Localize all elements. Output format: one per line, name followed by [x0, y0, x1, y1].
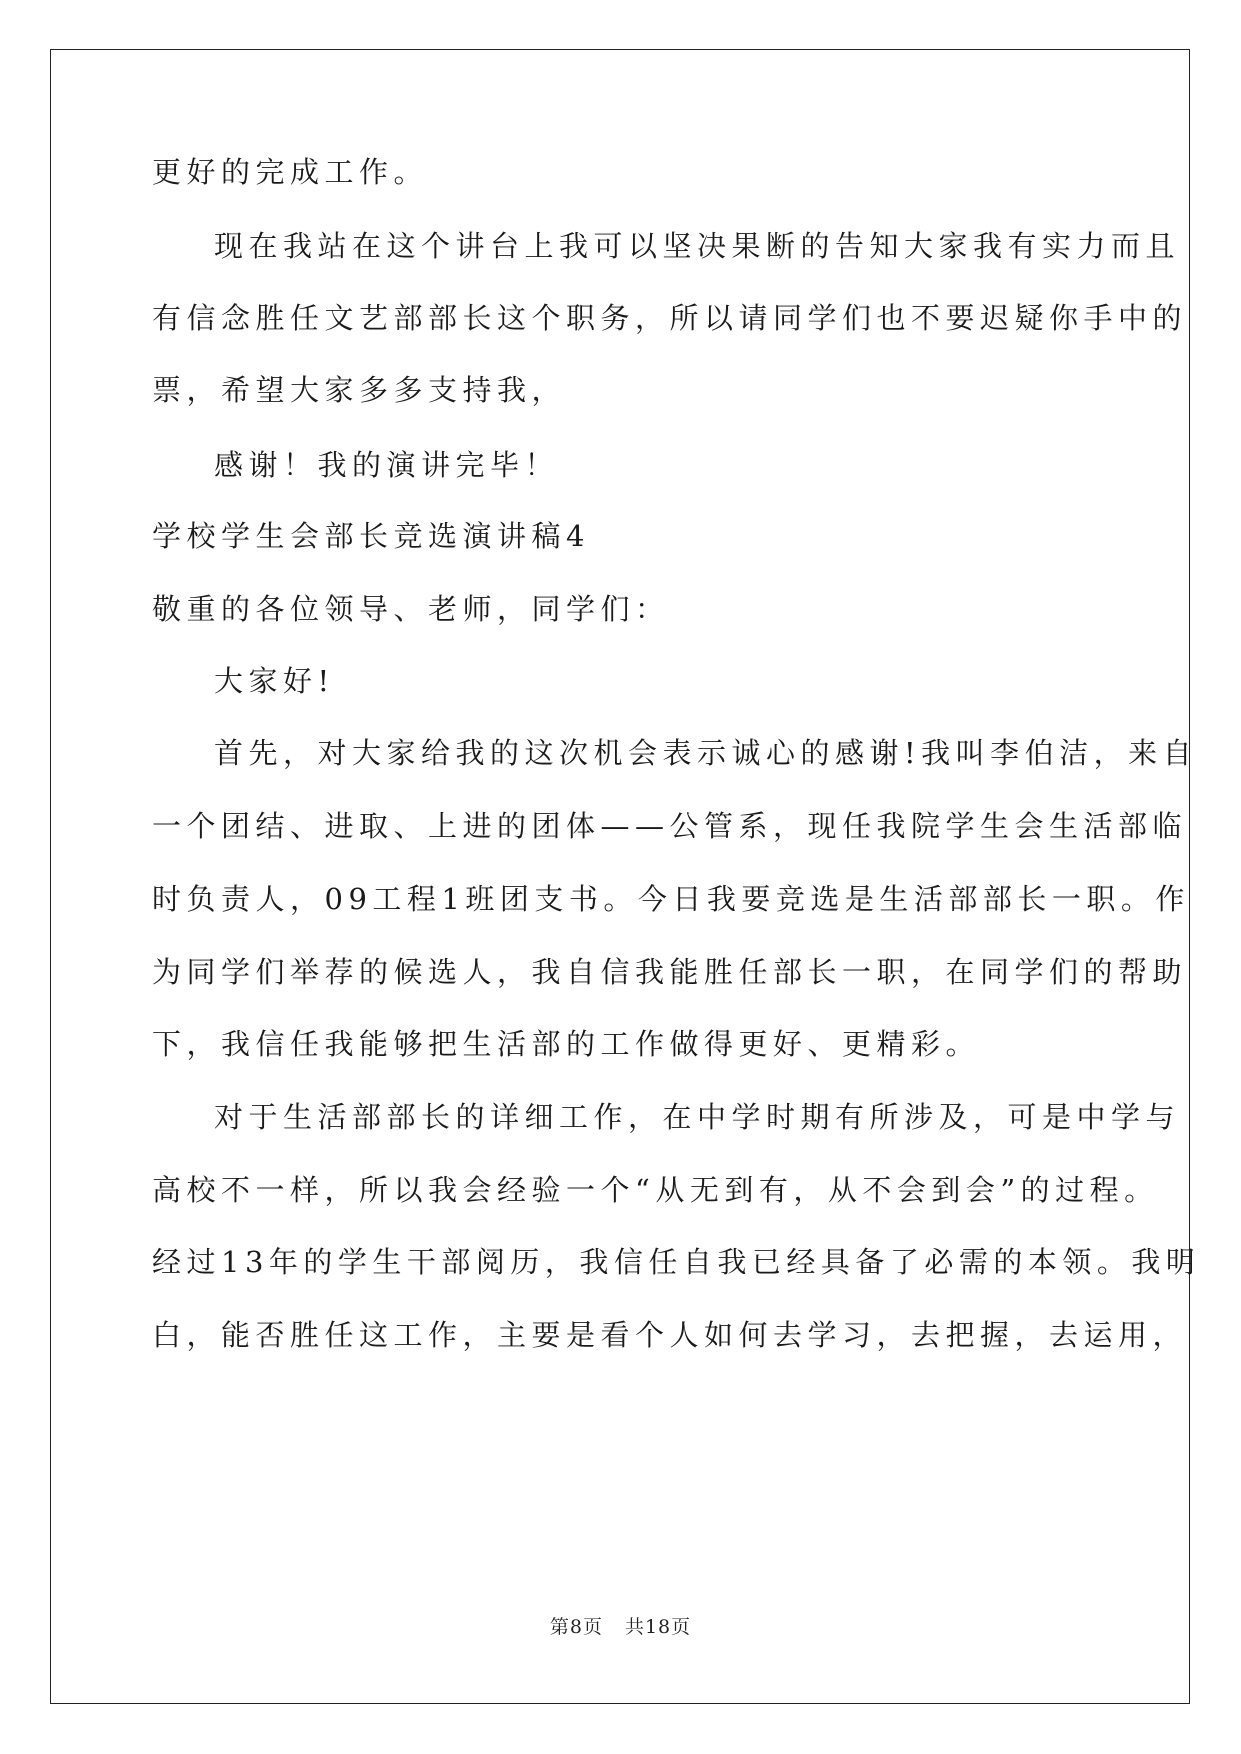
paragraph-line: 票，希望大家多多支持我，: [152, 373, 567, 407]
paragraph-line: 更好的完成工作。: [152, 155, 429, 189]
paragraph-line: 下，我信任我能够把生活部的工作做得更好、更精彩。: [152, 1027, 981, 1061]
paragraph-line: 时负责人，09工程1班团支书。今日我要竞选是生活部部长一职。作: [152, 882, 1190, 916]
paragraph-line: 白，能否胜任这工作，主要是看个人如何去学习，去把握，去运用，: [152, 1318, 1188, 1352]
page-number: 第8页: [549, 1616, 603, 1638]
total-pages: 共18页: [624, 1616, 692, 1638]
section-title: 学校学生会部长竞选演讲稿4: [152, 519, 590, 553]
paragraph-line: 感谢！我的演讲完毕！: [214, 448, 560, 482]
page-footer: [0, 1612, 1241, 1639]
paragraph-line: 现在我站在这个讲台上我可以坚决果断的告知大家我有实力而且: [214, 229, 1181, 263]
paragraph-line: 为同学们举荐的候选人，我自信我能胜任部长一职，在同学们的帮助: [152, 955, 1188, 989]
paragraph-line: 首先，对大家给我的这次机会表示诚心的感谢!我叫李伯洁，来自: [214, 736, 1198, 770]
paragraph-line: 一个团结、进取、上进的团体——公管系，现任我院学生会生活部临: [152, 809, 1188, 843]
paragraph-line: 有信念胜任文艺部部长这个职务，所以请同学们也不要迟疑你手中的: [152, 301, 1188, 335]
paragraph-line: 高校不一样，所以我会经验一个“从无到有，从不会到会”的过程。: [152, 1173, 1159, 1207]
paragraph-line: 经过13年的学生干部阅历，我信任自我已经具备了必需的本领。我明: [152, 1245, 1201, 1279]
paragraph-line: 对于生活部部长的详细工作，在中学时期有所涉及，可是中学与: [214, 1100, 1181, 1134]
greeting: 大家好!: [214, 664, 335, 698]
salutation: 敬重的各位领导、老师，同学们：: [152, 592, 670, 626]
